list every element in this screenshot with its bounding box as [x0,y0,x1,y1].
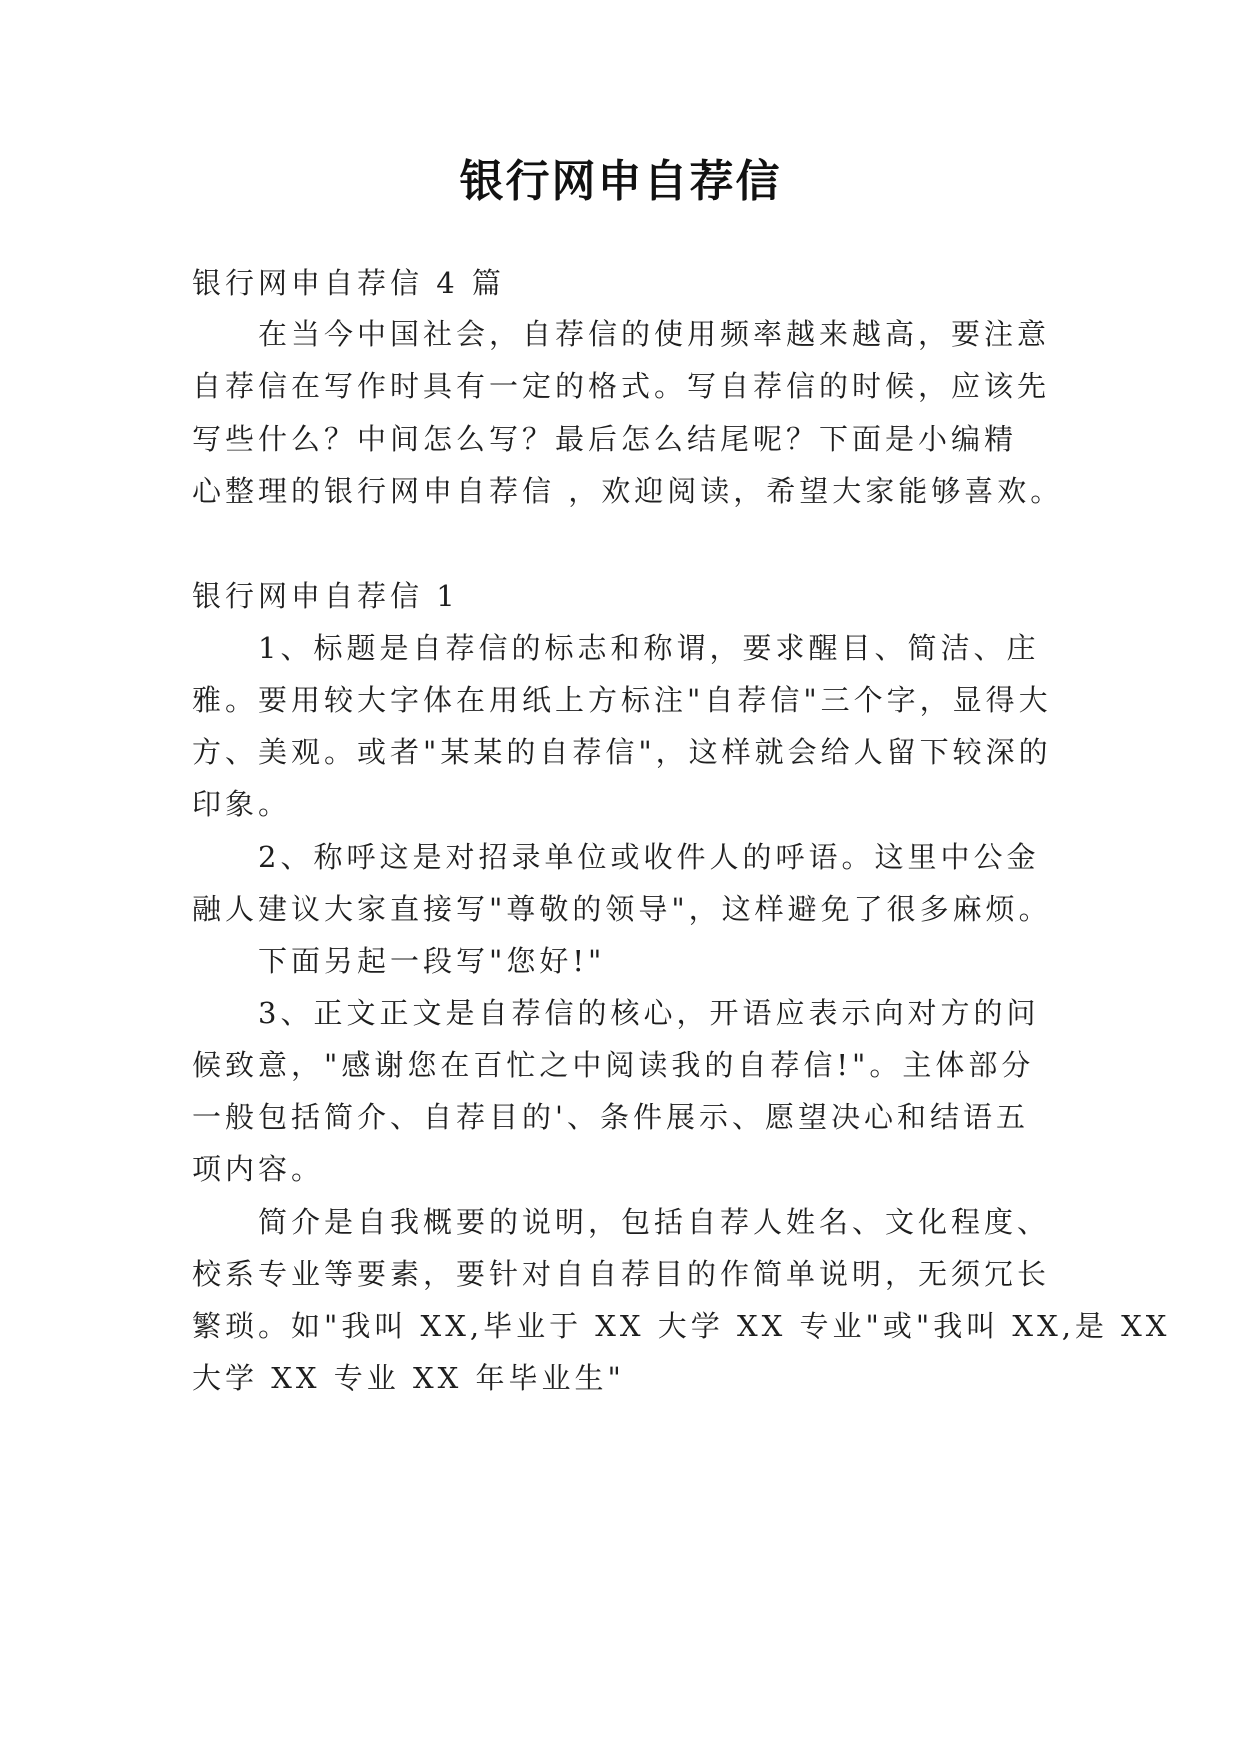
intro-line-4: 心整理的银行网申自荐信 ，欢迎阅读，希望大家能够喜欢。 [192,474,1064,508]
paragraph-line: 2、称呼这是对招录单位或收件人的呼语。这里中公金 [258,840,1040,874]
intro-line-2: 自荐信在写作时具有一定的格式。写自荐信的时候，应该先 [192,369,1051,403]
paragraph-line: 方、美观。或者"某某的自荐信"，这样就会给人留下较深的 [192,735,1052,769]
document-body [192,0,1171,1754]
intro-line-1: 在当今中国社会，自荐信的使用频率越来越高，要注意 [258,317,1051,351]
paragraph-line: 雅。要用较大字体在用纸上方标注"自荐信"三个字，显得大 [192,683,1052,717]
document-title: 银行网申自荐信 [459,156,782,207]
paragraph-line: 一般包括简介、自荐目的'、条件展示、愿望决心和结语五 [192,1100,1029,1134]
section-heading: 银行网申自荐信 1 [192,579,459,613]
paragraph-line: 3、正文正文是自荐信的核心，开语应表示向对方的问 [258,996,1040,1030]
subtitle-line: 银行网申自荐信 4 篇 [192,266,505,300]
paragraph-line: 候致意，"感谢您在百忙之中阅读我的自荐信!"。主体部分 [192,1048,1035,1082]
paragraph-line: 印象。 [192,787,292,821]
intro-line-3: 写些什么？中间怎么写？最后怎么结尾呢？下面是小编精 [192,422,1018,456]
paragraph-line: 项内容。 [192,1152,325,1186]
paragraph-line: 简介是自我概要的说明，包括自荐人姓名、文化程度、 [258,1205,1051,1239]
paragraph-line: 大学 XX 专业 XX 年毕业生" [192,1361,625,1395]
paragraph-line: 下面另起一段写"您好!" [258,944,606,978]
paragraph-line: 繁琐。如"我叫 XX,毕业于 XX 大学 XX 专业"或"我叫 XX,是 XX [192,1309,1171,1343]
paragraph-line: 融人建议大家直接写"尊敬的领导"，这样避免了很多麻烦。 [192,892,1052,926]
paragraph-line: 校系专业等要素，要针对自自荐目的作简单说明，无须冗长 [192,1257,1051,1291]
paragraph-line: 1、标题是自荐信的标志和称谓，要求醒目、简洁、庄 [258,631,1040,665]
